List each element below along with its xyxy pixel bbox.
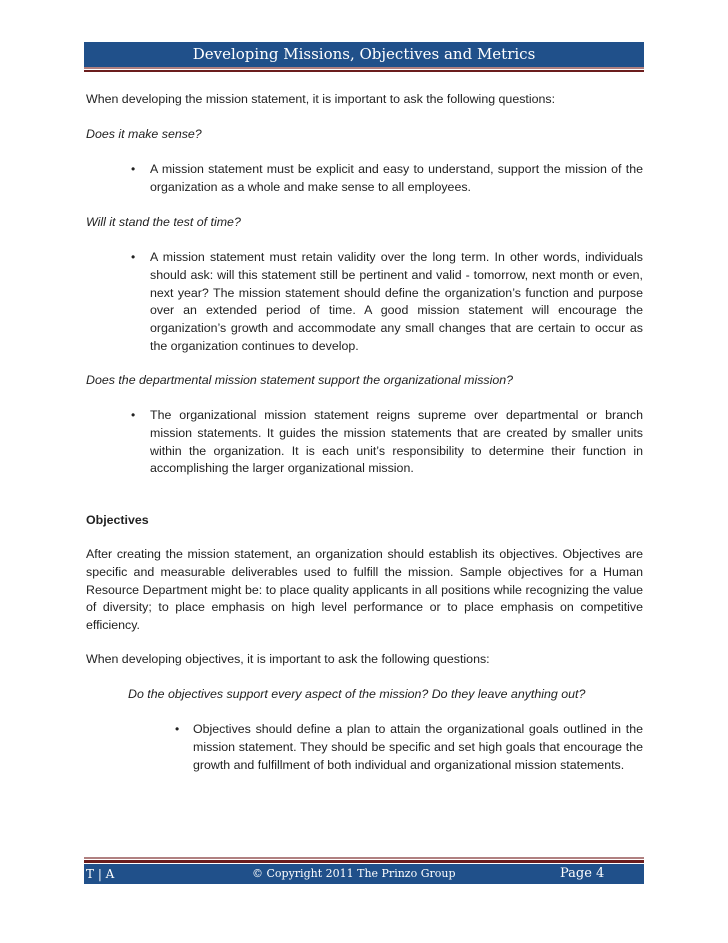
bullet-text: A mission statement must retain validity over the long term. In other words, individuals should ask: will this statement still be pertinent and valid - tomorrow, next month or even, next year? The mission statement should define the organization’s function and purpose over an extended period of time. A good mission statement will encourage the organization’s growth and accommodate any small changes that are certain to occur as the organization continues to develop. <box>150 250 643 353</box>
page-header-title: Developing Missions, Objectives and Metrics <box>84 42 644 67</box>
bullet-icon: • <box>131 162 136 176</box>
bullet-text: Objectives should define a plan to attain the organizational goals outlined in the mission statement. They should be specific and set high goals that encourage the growth and fulfillment of both individual and organizational mission statements. <box>193 722 643 772</box>
footer-rule <box>84 860 644 863</box>
question-heading: Will it stand the test of time? <box>86 215 241 229</box>
question-heading: Do the objectives support every aspect of the mission? Do they leave anything out? <box>128 687 586 701</box>
bullet-icon: • <box>131 250 136 264</box>
bullet-text: A mission statement must be explicit and easy to understand, support the mission of the organization as a whole and make sense to all employees. <box>150 162 643 194</box>
question-heading: Does the departmental mission statement support the organizational mission? <box>86 373 514 387</box>
intro-paragraph: When developing the mission statement, it is important to ask the following questions: <box>86 92 556 106</box>
section-heading: Objectives <box>86 513 149 527</box>
page-number: Page 4 <box>560 866 605 881</box>
bullet-icon: • <box>131 408 136 422</box>
page-footer <box>84 864 644 884</box>
question-heading: Does it make sense? <box>86 127 202 141</box>
header-rule <box>84 67 644 69</box>
footer-rule <box>84 857 644 859</box>
bullet-text: The organizational mission statement reigns supreme over departmental or branch mission statements. It guides the mission statements that are created by smaller units within the organization. It is each unit’s responsibility to determine their function in accomplishing the larger organizational mission. <box>150 408 643 476</box>
bullet-icon: • <box>175 722 180 736</box>
objectives-paragraph: After creating the mission statement, an organization should establish its objectives. Objectives are specific and measurable deliverables used to fulfill the mission. Sample objectives for a Human Resource Department might be: to place quality applicants in all positions while recognizing the value of diversity; to place emphasis on high level performance or to place emphasis on competitive efficiency. <box>86 547 643 633</box>
intro-paragraph: When developing objectives, it is important to ask the following questions: <box>86 652 490 666</box>
header-rule <box>84 70 644 72</box>
footer-initials: T | A <box>86 867 115 881</box>
footer-copyright: © Copyright 2011 The Prinzo Group <box>252 867 456 880</box>
